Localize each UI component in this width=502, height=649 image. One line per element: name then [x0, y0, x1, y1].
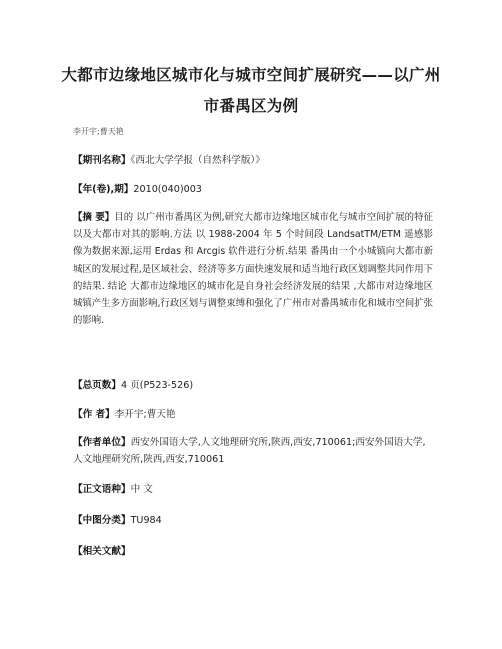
field-value: 西安外国语大学,人文地理研究所,陕西,西安,710061;西安外国语大学,人文地理研究所,陕西,西安,710061: [73, 437, 426, 465]
field-label: 【摘 要】: [73, 212, 115, 223]
field-journal-name: [73, 152, 433, 169]
field-value: 2010(040)003: [133, 184, 202, 195]
field-label: 【中图分类】: [73, 515, 131, 526]
field-label: 【期刊名称】: [73, 155, 131, 166]
field-value: 中 文: [130, 484, 153, 495]
field-label: 【作 者】: [73, 409, 115, 420]
field-language: [73, 481, 433, 498]
field-value: 4 页(P523-526): [120, 380, 194, 391]
field-author-affiliation: [73, 434, 433, 468]
article-title: 大都市边缘地区城市化与城市空间扩展研究——以广州市番禺区为例: [61, 66, 441, 115]
field-value: 《西北大学学报（自然科学版）》: [130, 155, 265, 166]
field-related-literature: [73, 543, 433, 560]
field-total-pages: [73, 377, 433, 394]
field-label: 【相关文献】: [73, 546, 131, 557]
field-label: 【正文语种】: [73, 484, 131, 495]
field-label: 【总页数】: [73, 380, 121, 391]
field-value: 李开宇;曹天艳: [114, 409, 176, 420]
field-label: 【年(卷),期】: [73, 184, 134, 195]
author-line: 李开宇;曹天艳: [73, 127, 124, 136]
field-value: TU984: [130, 515, 162, 526]
field-label: 【作者单位】: [73, 437, 131, 448]
field-abstract: [73, 209, 433, 329]
field-year-volume-issue: [73, 181, 433, 198]
field-value: 目的 以广州市番禺区为例,研究大都市边缘地区城市化与城市空间扩展的特征以及大都市对其的影响.方法 以 1988-2004 年 5 个时间段 LandsatTM/ETM 遥感影像为数据来源,运用 Erdas 和 Arcgis 软件进行分析.结果 番禺由一个小城镇向大都市新城区的发展过程,是区域社会、经济等多方面快速发展和适当地行政区划调整共同作用下的结果. 结论 大都市边缘地区的城市化是自身社会经济发展的结果 ,大都市对边缘地区城镇产生多方面影响,行政区划与调整束缚和强化了广州市对番禺城市化和城市空间扩张的影响.: [73, 212, 433, 327]
field-classification: [73, 512, 433, 529]
field-authors: [73, 406, 433, 423]
